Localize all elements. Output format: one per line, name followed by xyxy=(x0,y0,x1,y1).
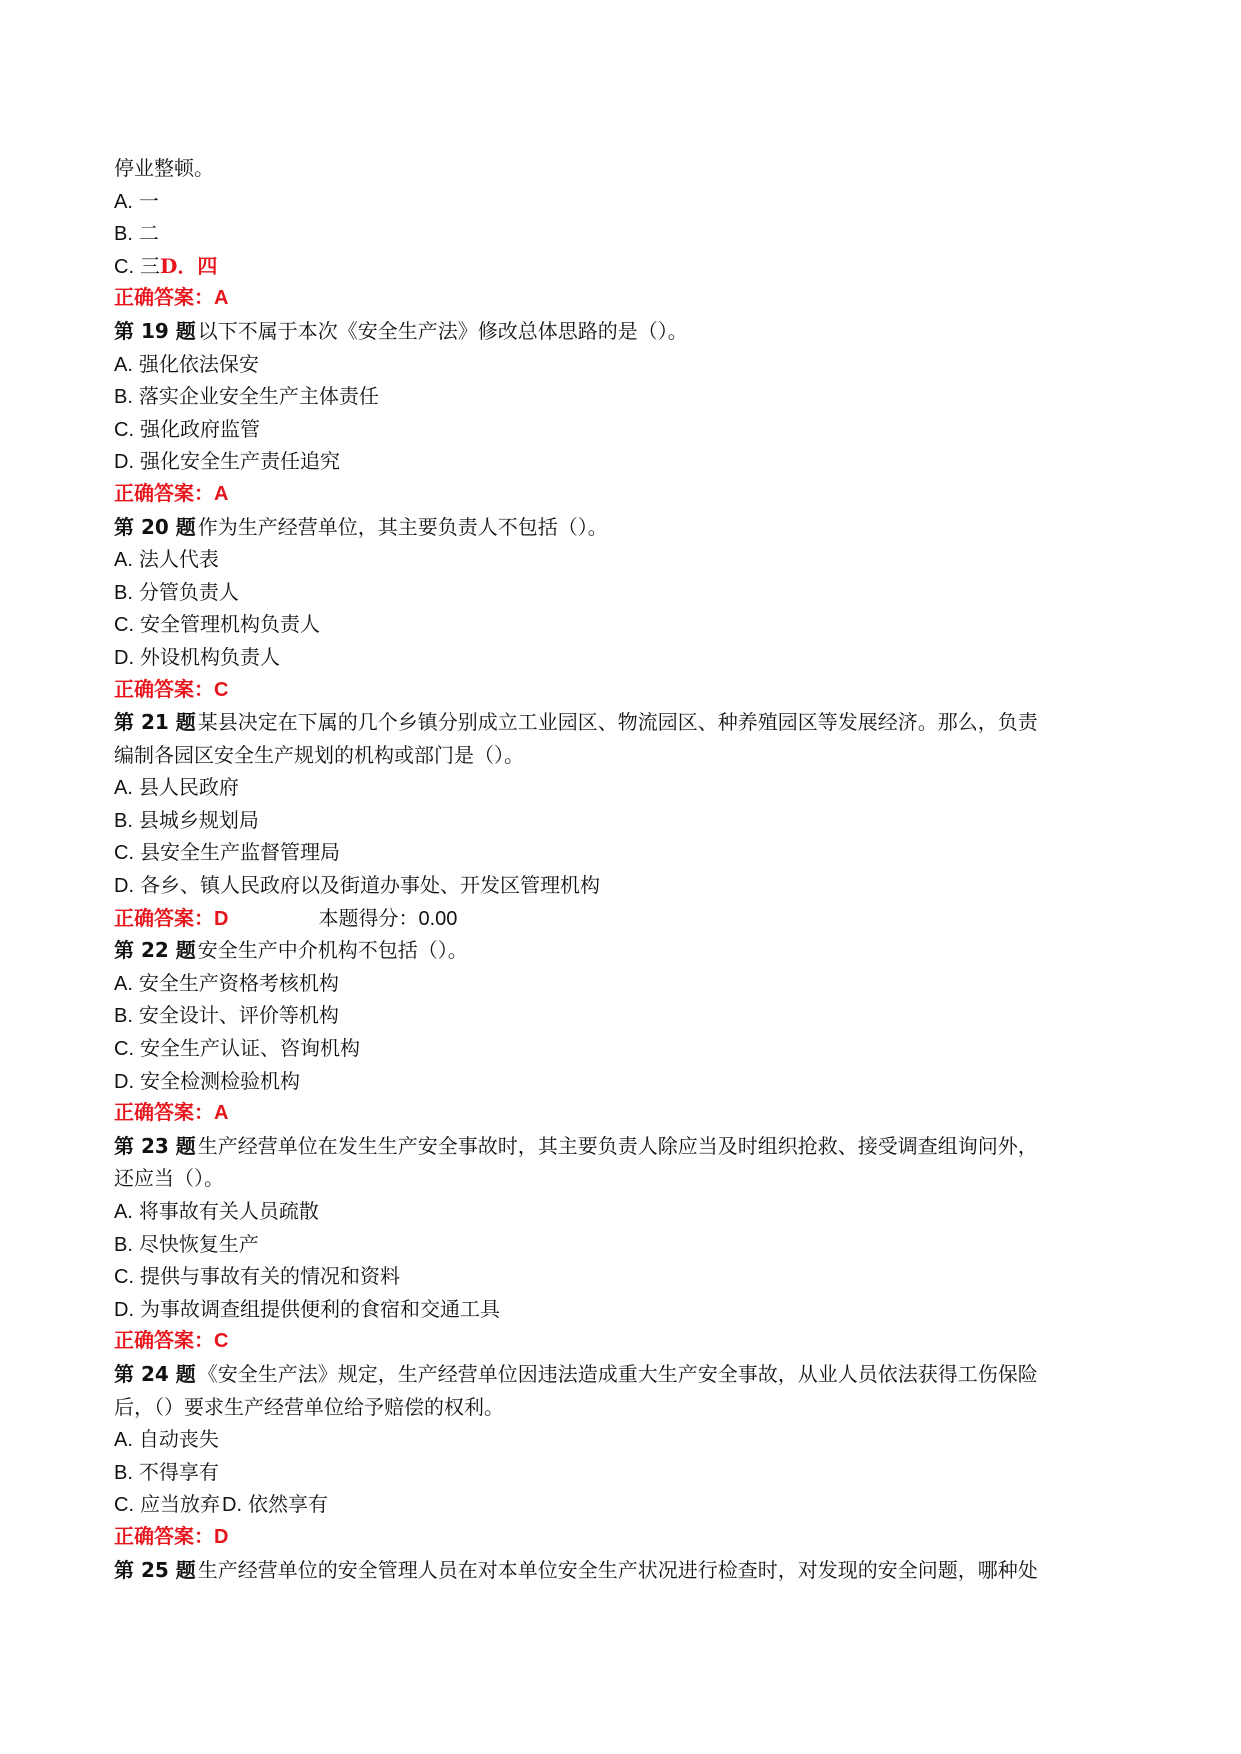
q24-answer: 正确答案：D xyxy=(114,1525,229,1548)
question-number: 第 21 题 xyxy=(114,710,196,735)
q19-option-b: B. 落实企业安全生产主体责任 xyxy=(114,384,379,409)
q20-stem: 第 20 题 作为生产经营单位，其主要负责人不包括（）。 xyxy=(114,514,608,539)
q20-option-d: D. 外设机构负责人 xyxy=(114,644,280,669)
q22-stem: 第 22 题 安全生产中介机构不包括（）。 xyxy=(114,938,468,963)
q21-answer-row xyxy=(114,902,1134,935)
q18-option-a: A. 一 xyxy=(114,188,159,213)
q24-option-a: A. 自动丧失 xyxy=(114,1427,219,1452)
q22-option-b: B. 安全设计、评价等机构 xyxy=(114,1003,339,1028)
q23-stem-cont: 还应当（）。 xyxy=(114,1166,224,1191)
q24-option-b: B. 不得享有 xyxy=(114,1459,219,1484)
question-number: 第 20 题 xyxy=(114,514,196,539)
q21-answer: 正确答案：D xyxy=(114,907,229,930)
q22-option-d: D. 安全检测检验机构 xyxy=(114,1068,300,1093)
q18-option-d: D．四 xyxy=(160,253,218,278)
q23-option-d: D. 为事故调查组提供便利的食宿和交通工具 xyxy=(114,1296,500,1321)
q20-option-c: C. 安全管理机构负责人 xyxy=(114,612,320,637)
question-number: 第 24 题 xyxy=(114,1361,196,1386)
q23-stem: 第 23 题 生产经营单位在发生生产安全事故时，其主要负责人除应当及时组织抢救、接受调查组询问外， xyxy=(114,1133,1038,1158)
q22-option-c: C. 安全生产认证、咨询机构 xyxy=(114,1036,360,1061)
question-number: 第 22 题 xyxy=(114,938,196,963)
continued-text: 停业整顿。 xyxy=(114,156,214,180)
q21-score: 本题得分：0.00 xyxy=(318,907,458,930)
q21-option-c: C. 县安全生产监督管理局 xyxy=(114,840,340,865)
q21-option-b: B. 县城乡规划局 xyxy=(114,807,259,832)
q19-option-d: D. 强化安全生产责任追究 xyxy=(114,449,340,474)
q21-option-d: D. 各乡、镇人民政府以及街道办事处、开发区管理机构 xyxy=(114,873,600,898)
q18-option-b: B. 二 xyxy=(114,221,159,246)
q23-option-a: A. 将事故有关人员疏散 xyxy=(114,1199,319,1223)
q22-option-a: A. 安全生产资格考核机构 xyxy=(114,970,339,995)
q24-option-d-letter: D. xyxy=(222,1494,242,1517)
q24-option-d-text: 依然享有 xyxy=(248,1492,328,1517)
q21-option-a: A. 县人民政府 xyxy=(114,775,239,800)
q23-answer: 正确答案：C xyxy=(114,1330,229,1353)
q23-option-c: C. 提供与事故有关的情况和资料 xyxy=(114,1264,400,1289)
q24-stem-cont: 后，（）要求生产经营单位给予赔偿的权利。 xyxy=(114,1394,504,1419)
q20-answer: 正确答案：C xyxy=(114,678,229,701)
question-list xyxy=(114,152,1134,1586)
question-number: 第 23 题 xyxy=(114,1133,196,1158)
q19-option-c: C. 强化政府监管 xyxy=(114,416,260,441)
q24-stem: 第 24 题 《安全生产法》规定，生产经营单位因违法造成重大生产安全事故，从业人员依法获得工伤保险 xyxy=(114,1361,1038,1386)
q19-answer: 正确答案：A xyxy=(114,482,229,505)
q20-option-b: B. 分管负责人 xyxy=(114,579,239,604)
q23-option-b: B. 尽快恢复生产 xyxy=(114,1231,259,1256)
q20-option-a: A. 法人代表 xyxy=(114,547,219,572)
q24-option-c: C. 应当放弃 D. 依然享有 xyxy=(114,1492,328,1517)
q25-stem: 第 25 题 生产经营单位的安全管理人员在对本单位安全生产状况进行检查时，对发现的安全问题，哪种处 xyxy=(114,1557,1038,1582)
question-number: 第 25 题 xyxy=(114,1557,196,1582)
q21-stem-cont: 编制各园区安全生产规划的机构或部门是（）。 xyxy=(114,742,524,767)
q19-stem: 第 19 题 以下不属于本次《安全生产法》修改总体思路的是（）。 xyxy=(114,318,688,343)
q22-answer: 正确答案：A xyxy=(114,1102,229,1125)
q19-option-a: A. 强化依法保安 xyxy=(114,351,259,376)
q18-answer: 正确答案：A xyxy=(114,287,229,310)
q21-stem: 第 21 题 某县决定在下属的几个乡镇分别成立工业园区、物流园区、种养殖园区等发展经济。那么，负责 xyxy=(114,710,1038,735)
q18-option-c: C. 三D．四 xyxy=(114,253,218,278)
question-number: 第 19 题 xyxy=(114,318,196,343)
